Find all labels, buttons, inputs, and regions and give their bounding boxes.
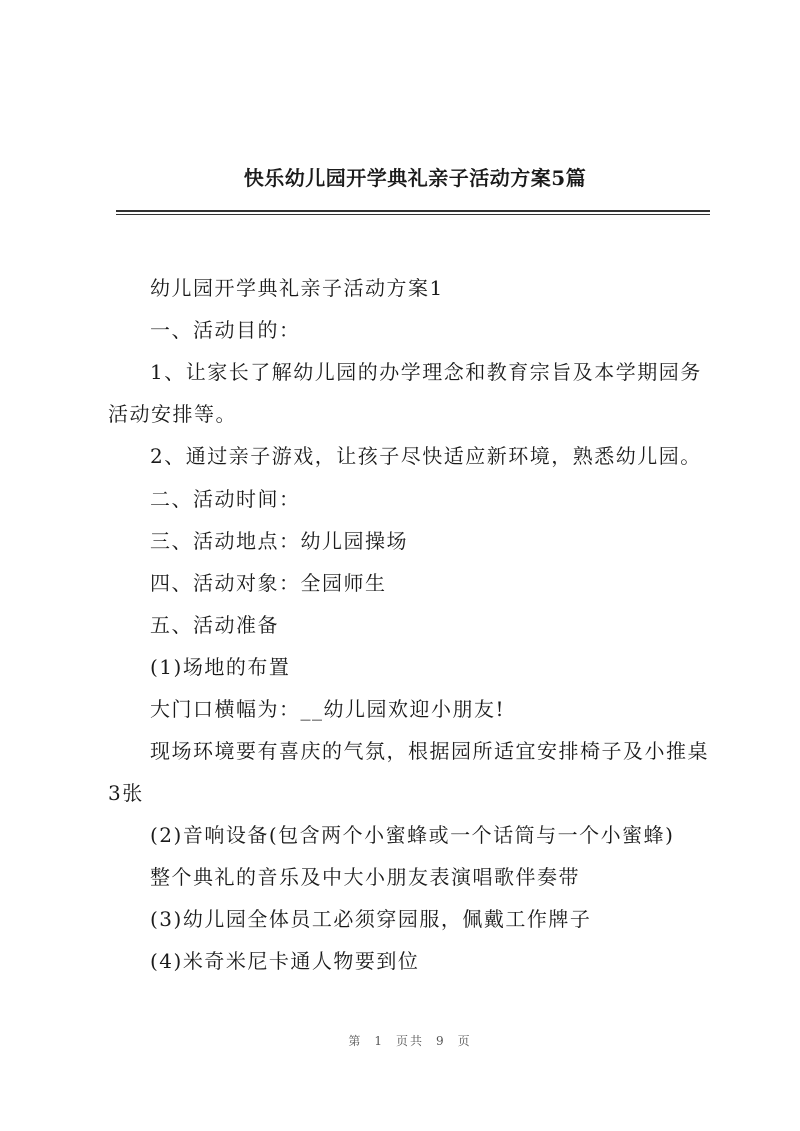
paragraph-line: 活动安排等。: [108, 402, 237, 426]
paragraph-line: 四、活动对象：全园师生: [150, 571, 387, 595]
paragraph-line: 五、活动准备: [150, 613, 279, 637]
footer-middle: 页共: [395, 1034, 424, 1048]
paragraph-line: 三、活动地点：幼儿园操场: [150, 529, 408, 553]
title-divider: [116, 210, 710, 212]
page-footer: [0, 1032, 800, 1049]
section-heading: 幼儿园开学典礼亲子活动方案1: [150, 276, 444, 300]
paragraph-line: 二、活动时间：: [150, 487, 301, 511]
footer-suffix: 页: [457, 1034, 472, 1048]
paragraph-line: 1、让家长了解幼儿园的办学理念和教育宗旨及本学期园务: [150, 360, 702, 384]
footer-total-pages: 9: [436, 1034, 446, 1048]
paragraph-line: 2、通过亲子游戏，让孩子尽快适应新环境，熟悉幼儿园。: [150, 444, 702, 468]
footer-current-page: 1: [374, 1034, 384, 1048]
paragraph-line: (2)音响设备(包含两个小蜜蜂或一个话筒与一个小蜜蜂): [150, 823, 675, 847]
paragraph-line: 3张: [108, 781, 144, 805]
paragraph-line: (3)幼儿园全体员工必须穿园服，佩戴工作牌子: [150, 907, 592, 931]
footer-prefix: 第: [348, 1034, 363, 1048]
paragraph-line: (1)场地的布置: [150, 655, 291, 679]
page-title: 快乐幼儿园开学典礼亲子活动方案5篇: [243, 166, 587, 190]
paragraph-line: (4)米奇米尼卡通人物要到位: [150, 949, 420, 973]
paragraph-line: 现场环境要有喜庆的气氛，根据园所适宜安排椅子及小推桌: [150, 739, 709, 763]
paragraph-line: 大门口横幅为：__幼儿园欢迎小朋友!: [150, 697, 506, 721]
paragraph-line: 整个典礼的音乐及中大小朋友表演唱歌伴奏带: [150, 865, 580, 889]
paragraph-line: 一、活动目的：: [150, 318, 301, 342]
